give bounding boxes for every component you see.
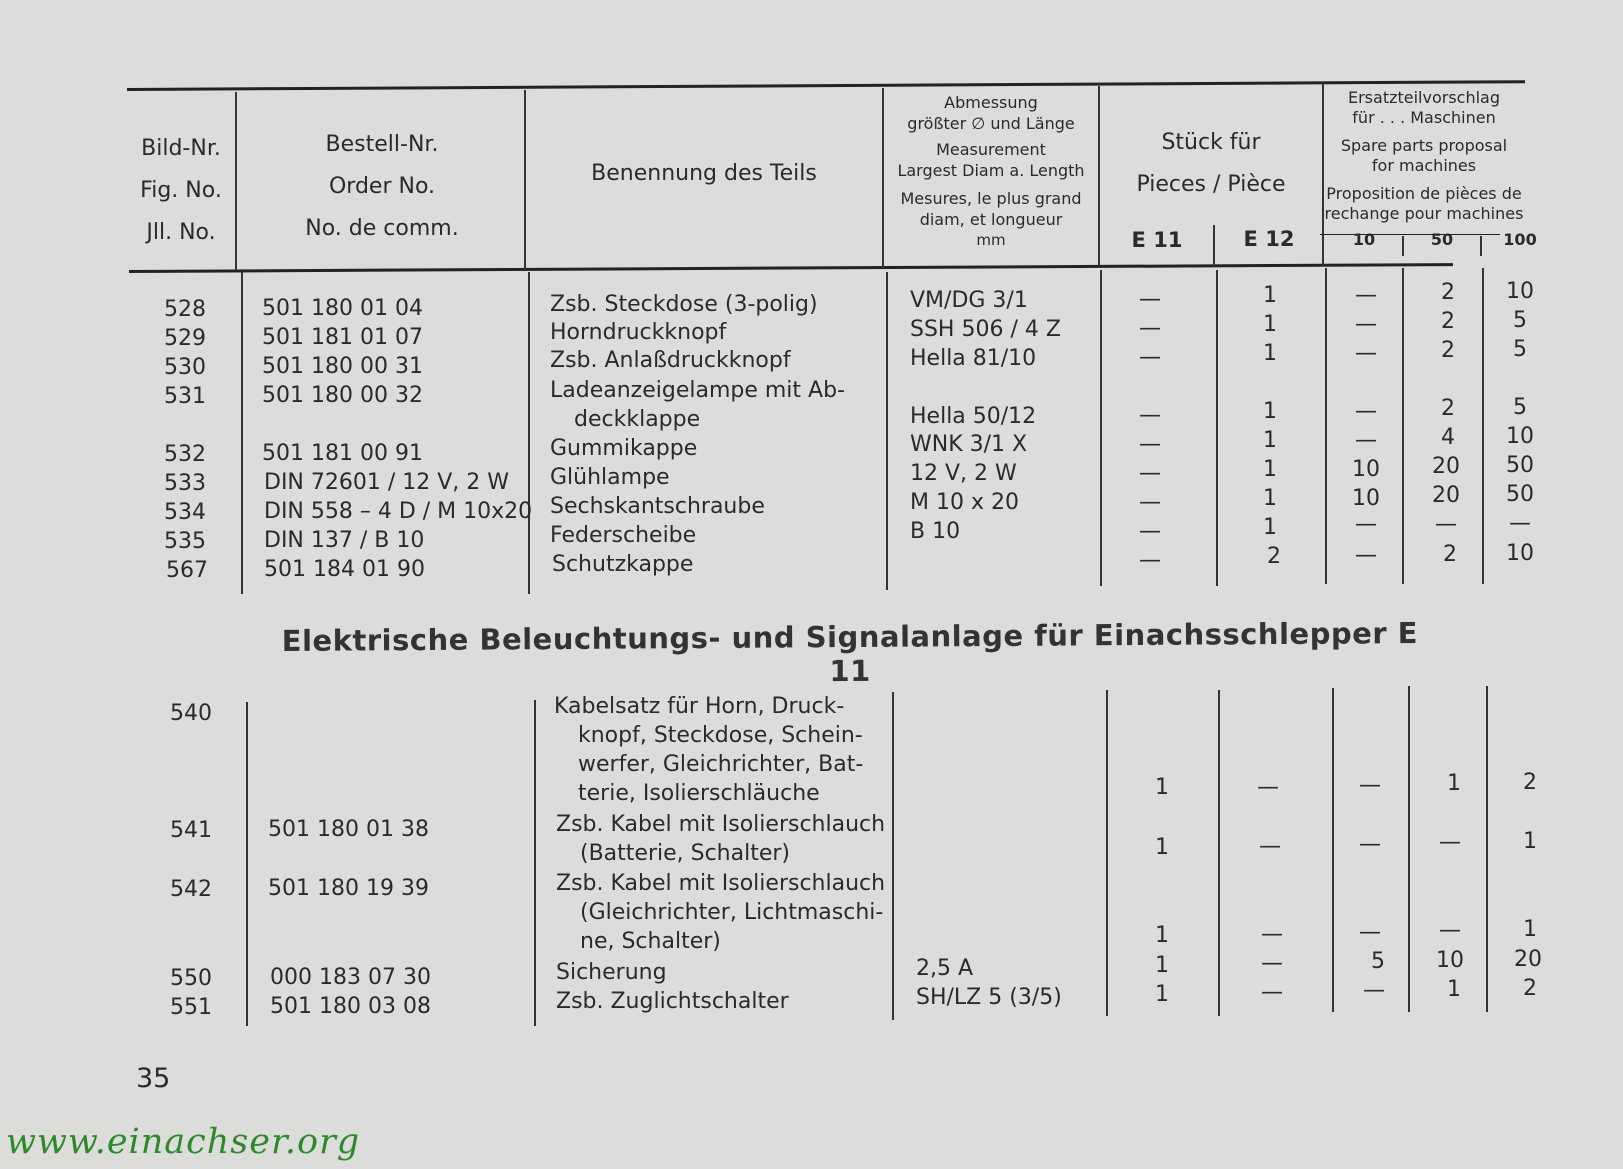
order-no: 000 183 07 30 bbox=[270, 965, 431, 990]
part-name: ne, Schalter) bbox=[580, 929, 721, 954]
header-qty-10: 10 bbox=[1352, 230, 1376, 249]
part-name: Kabelsatz für Horn, Druck- bbox=[554, 694, 845, 719]
header-divider bbox=[235, 92, 237, 270]
qty-e12: 1 bbox=[1263, 312, 1277, 337]
header-stueck: Stück für Pieces / Pièce bbox=[1136, 130, 1286, 197]
qty-10: — bbox=[1355, 399, 1377, 424]
qty-e12: 1 bbox=[1263, 486, 1277, 511]
table-column-line bbox=[241, 272, 243, 594]
qty-100: 50 bbox=[1506, 482, 1534, 507]
qty-100: 1 bbox=[1523, 917, 1537, 942]
part-name: Gummikappe bbox=[550, 436, 698, 461]
table-row: 551 bbox=[170, 995, 212, 1020]
measurement: M 10 x 20 bbox=[910, 490, 1019, 515]
qty-e11: — bbox=[1139, 432, 1161, 457]
part-name: knopf, Steckdose, Schein- bbox=[578, 723, 863, 748]
page-number: 35 bbox=[136, 1063, 171, 1094]
qty-10: — bbox=[1359, 920, 1381, 945]
table-row: 541 bbox=[170, 818, 212, 843]
measurement: 2,5 A bbox=[916, 956, 974, 981]
table-top-rule bbox=[127, 80, 1525, 91]
header-abmessung: Abmessung größter ∅ und Länge Measurement Largest Diam a. Length Mesures, le plus grand diam, et longueur mm bbox=[897, 93, 1085, 249]
section-title: Elektrische Beleuchtungs- und Signalanlage für Einachsschlepper E 11 bbox=[281, 616, 1419, 689]
table-row: 550 bbox=[170, 966, 212, 991]
order-no: 501 180 01 04 bbox=[262, 296, 423, 321]
table-row: 528 bbox=[164, 297, 206, 322]
measurement: B 10 bbox=[910, 519, 961, 544]
qty-50: — bbox=[1439, 918, 1461, 943]
header-bild-nr: Bild-Nr. Fig. No. Jll. No. bbox=[140, 136, 222, 245]
qty-100: 20 bbox=[1514, 947, 1542, 972]
measurement: SH/LZ 5 (3/5) bbox=[916, 985, 1062, 1010]
qty-10: — bbox=[1355, 312, 1377, 337]
qty-e11: — bbox=[1139, 287, 1161, 312]
part-name: Glühlampe bbox=[550, 465, 670, 490]
qty-e11: 1 bbox=[1155, 835, 1169, 860]
header-bestell-nr: Bestell-Nr. Order No. No. de comm. bbox=[305, 132, 459, 241]
qty-50: 1 bbox=[1447, 771, 1461, 796]
part-name: Zsb. Kabel mit Isolierschlauch bbox=[556, 871, 886, 896]
qty-50: 10 bbox=[1436, 948, 1464, 973]
table-column-line bbox=[1216, 270, 1218, 586]
qty-50: 2 bbox=[1441, 396, 1455, 421]
table-row: 542 bbox=[170, 877, 212, 902]
qty-e11: — bbox=[1139, 519, 1161, 544]
qty-50: 1 bbox=[1447, 977, 1461, 1002]
watermark-link[interactable]: www.einachser.org bbox=[6, 1122, 361, 1162]
qty-10: — bbox=[1355, 283, 1377, 308]
order-no: DIN 137 / B 10 bbox=[264, 528, 425, 553]
qty-e12: 1 bbox=[1263, 283, 1277, 308]
part-name: Zsb. Zuglichtschalter bbox=[556, 989, 789, 1014]
qty-50: 20 bbox=[1432, 483, 1460, 508]
measurement: 12 V, 2 W bbox=[910, 461, 1017, 486]
measurement: Hella 81/10 bbox=[910, 346, 1037, 371]
qty-e12: 1 bbox=[1263, 428, 1277, 453]
qty-50: 20 bbox=[1432, 454, 1460, 479]
qty-e12: — bbox=[1261, 951, 1283, 976]
part-name: (Batterie, Schalter) bbox=[580, 841, 791, 866]
order-no: 501 180 19 39 bbox=[268, 876, 429, 901]
table-row: 540 bbox=[170, 701, 212, 726]
measurement: VM/DG 3/1 bbox=[910, 288, 1028, 313]
qty-e11: 1 bbox=[1155, 775, 1169, 800]
qty-100: — bbox=[1509, 511, 1531, 536]
part-name: Sechskantschraube bbox=[550, 494, 765, 519]
qty-e12: 1 bbox=[1263, 457, 1277, 482]
part-name: Federscheibe bbox=[550, 523, 697, 548]
measurement: Hella 50/12 bbox=[910, 404, 1037, 429]
qty-10: 5 bbox=[1371, 949, 1385, 974]
qty-50: — bbox=[1439, 830, 1461, 855]
part-name: Zsb. Kabel mit Isolierschlauch bbox=[556, 812, 886, 837]
qty-10: — bbox=[1363, 978, 1385, 1003]
qty-e12: — bbox=[1261, 922, 1283, 947]
table-row: 532 bbox=[164, 442, 206, 467]
qty-100: 10 bbox=[1506, 279, 1534, 304]
part-name: (Gleichrichter, Lichtmaschi- bbox=[580, 900, 884, 925]
table-column-line bbox=[1106, 690, 1108, 1016]
table-row: 534 bbox=[164, 500, 206, 525]
table-column-line bbox=[1482, 268, 1484, 584]
qty-10: — bbox=[1355, 543, 1377, 568]
qty-100: 5 bbox=[1513, 308, 1527, 333]
qty-e11: — bbox=[1139, 345, 1161, 370]
qty-100: 2 bbox=[1523, 976, 1537, 1001]
order-no: 501 181 01 07 bbox=[262, 325, 423, 350]
qty-e11: 1 bbox=[1155, 982, 1169, 1007]
table-column-line bbox=[528, 272, 530, 594]
table-column-line bbox=[1325, 268, 1327, 584]
table-row: 533 bbox=[164, 471, 206, 496]
qty-e12: 1 bbox=[1263, 515, 1277, 540]
qty-e11: 1 bbox=[1155, 923, 1169, 948]
qty-100: 2 bbox=[1523, 770, 1537, 795]
qty-e11: — bbox=[1139, 490, 1161, 515]
qty-50: 2 bbox=[1441, 309, 1455, 334]
part-name: Ladeanzeigelampe mit Ab- bbox=[550, 378, 845, 403]
qty-e11: 1 bbox=[1155, 953, 1169, 978]
order-no: 501 184 01 90 bbox=[264, 557, 425, 582]
qty-e11: — bbox=[1139, 548, 1161, 573]
table-column-line bbox=[534, 700, 536, 1026]
qty-e12: — bbox=[1259, 834, 1281, 859]
qty-100: 5 bbox=[1513, 395, 1527, 420]
part-name: Horndruckknopf bbox=[550, 320, 727, 345]
table-column-line bbox=[886, 272, 888, 590]
qty-10: — bbox=[1359, 832, 1381, 857]
part-name: terie, Isolierschläuche bbox=[578, 781, 820, 806]
qty-10: — bbox=[1359, 773, 1381, 798]
order-no: 501 180 03 08 bbox=[270, 994, 431, 1019]
part-name: deckklappe bbox=[574, 407, 701, 432]
order-no: DIN 558 – 4 D / M 10x20 bbox=[264, 499, 533, 524]
order-no: 501 180 00 32 bbox=[262, 383, 423, 408]
table-column-line bbox=[1486, 686, 1488, 1012]
qty-10: 10 bbox=[1352, 486, 1380, 511]
qty-100: 50 bbox=[1506, 453, 1534, 478]
table-row: 529 bbox=[164, 326, 206, 351]
qty-10: — bbox=[1355, 512, 1377, 537]
order-no: 501 180 00 31 bbox=[262, 354, 423, 379]
header-bottom-rule bbox=[129, 263, 1453, 273]
qty-100: 10 bbox=[1506, 541, 1534, 566]
header-qty-100: 100 bbox=[1503, 230, 1537, 249]
qty-100: 1 bbox=[1523, 829, 1537, 854]
table-column-line bbox=[1218, 690, 1220, 1016]
table-column-line bbox=[1100, 270, 1102, 586]
table-row: 530 bbox=[164, 355, 206, 380]
qty-50: 4 bbox=[1441, 425, 1455, 450]
part-name: werfer, Gleichrichter, Bat- bbox=[578, 752, 864, 777]
header-qty-50: 50 bbox=[1430, 230, 1454, 249]
qty-e12: 1 bbox=[1263, 399, 1277, 424]
header-ersatzteilvorschlag: Ersatzteilvorschlag für . . . Maschinen Spare parts proposal for machines Proposition de pièces de rechange pour machines bbox=[1324, 88, 1524, 223]
qty-e12: — bbox=[1261, 980, 1283, 1005]
qty-50: 2 bbox=[1441, 280, 1455, 305]
qty-100: 5 bbox=[1513, 337, 1527, 362]
order-no: 501 181 00 91 bbox=[262, 441, 423, 466]
part-name: Zsb. Steckdose (3-polig) bbox=[550, 292, 818, 317]
qty-50: — bbox=[1435, 512, 1457, 537]
qty-e11: — bbox=[1139, 316, 1161, 341]
qty-10: 10 bbox=[1352, 457, 1380, 482]
header-benennung: Benennung des Teils bbox=[591, 161, 817, 186]
table-row: 567 bbox=[166, 558, 208, 583]
part-name: Schutzkappe bbox=[552, 552, 694, 577]
table-column-line bbox=[892, 692, 894, 1020]
table-column-line bbox=[246, 702, 248, 1026]
part-name: Zsb. Anlaßdruckknopf bbox=[550, 348, 791, 373]
qty-e12: 2 bbox=[1267, 544, 1281, 569]
qty-e12: 1 bbox=[1263, 341, 1277, 366]
table-row: 531 bbox=[164, 384, 206, 409]
qty-e11: — bbox=[1139, 403, 1161, 428]
qty-e11: — bbox=[1139, 461, 1161, 486]
measurement: SSH 506 / 4 Z bbox=[910, 317, 1061, 342]
qty-10: — bbox=[1355, 341, 1377, 366]
table-column-line bbox=[1332, 688, 1334, 1012]
header-e11: E 11 bbox=[1131, 228, 1183, 252]
qty-e12: — bbox=[1257, 775, 1279, 800]
part-name: Sicherung bbox=[556, 960, 667, 985]
qty-10: — bbox=[1355, 428, 1377, 453]
qty-50: 2 bbox=[1441, 338, 1455, 363]
table-column-line bbox=[1408, 686, 1410, 1012]
measurement: WNK 3/1 X bbox=[910, 432, 1028, 457]
order-no: DIN 72601 / 12 V, 2 W bbox=[264, 470, 510, 495]
header-e12: E 12 bbox=[1243, 227, 1295, 251]
table-row: 535 bbox=[164, 529, 206, 554]
qty-50: 2 bbox=[1443, 542, 1457, 567]
order-no: 501 180 01 38 bbox=[268, 817, 429, 842]
table-column-line bbox=[1402, 268, 1404, 584]
qty-100: 10 bbox=[1506, 424, 1534, 449]
